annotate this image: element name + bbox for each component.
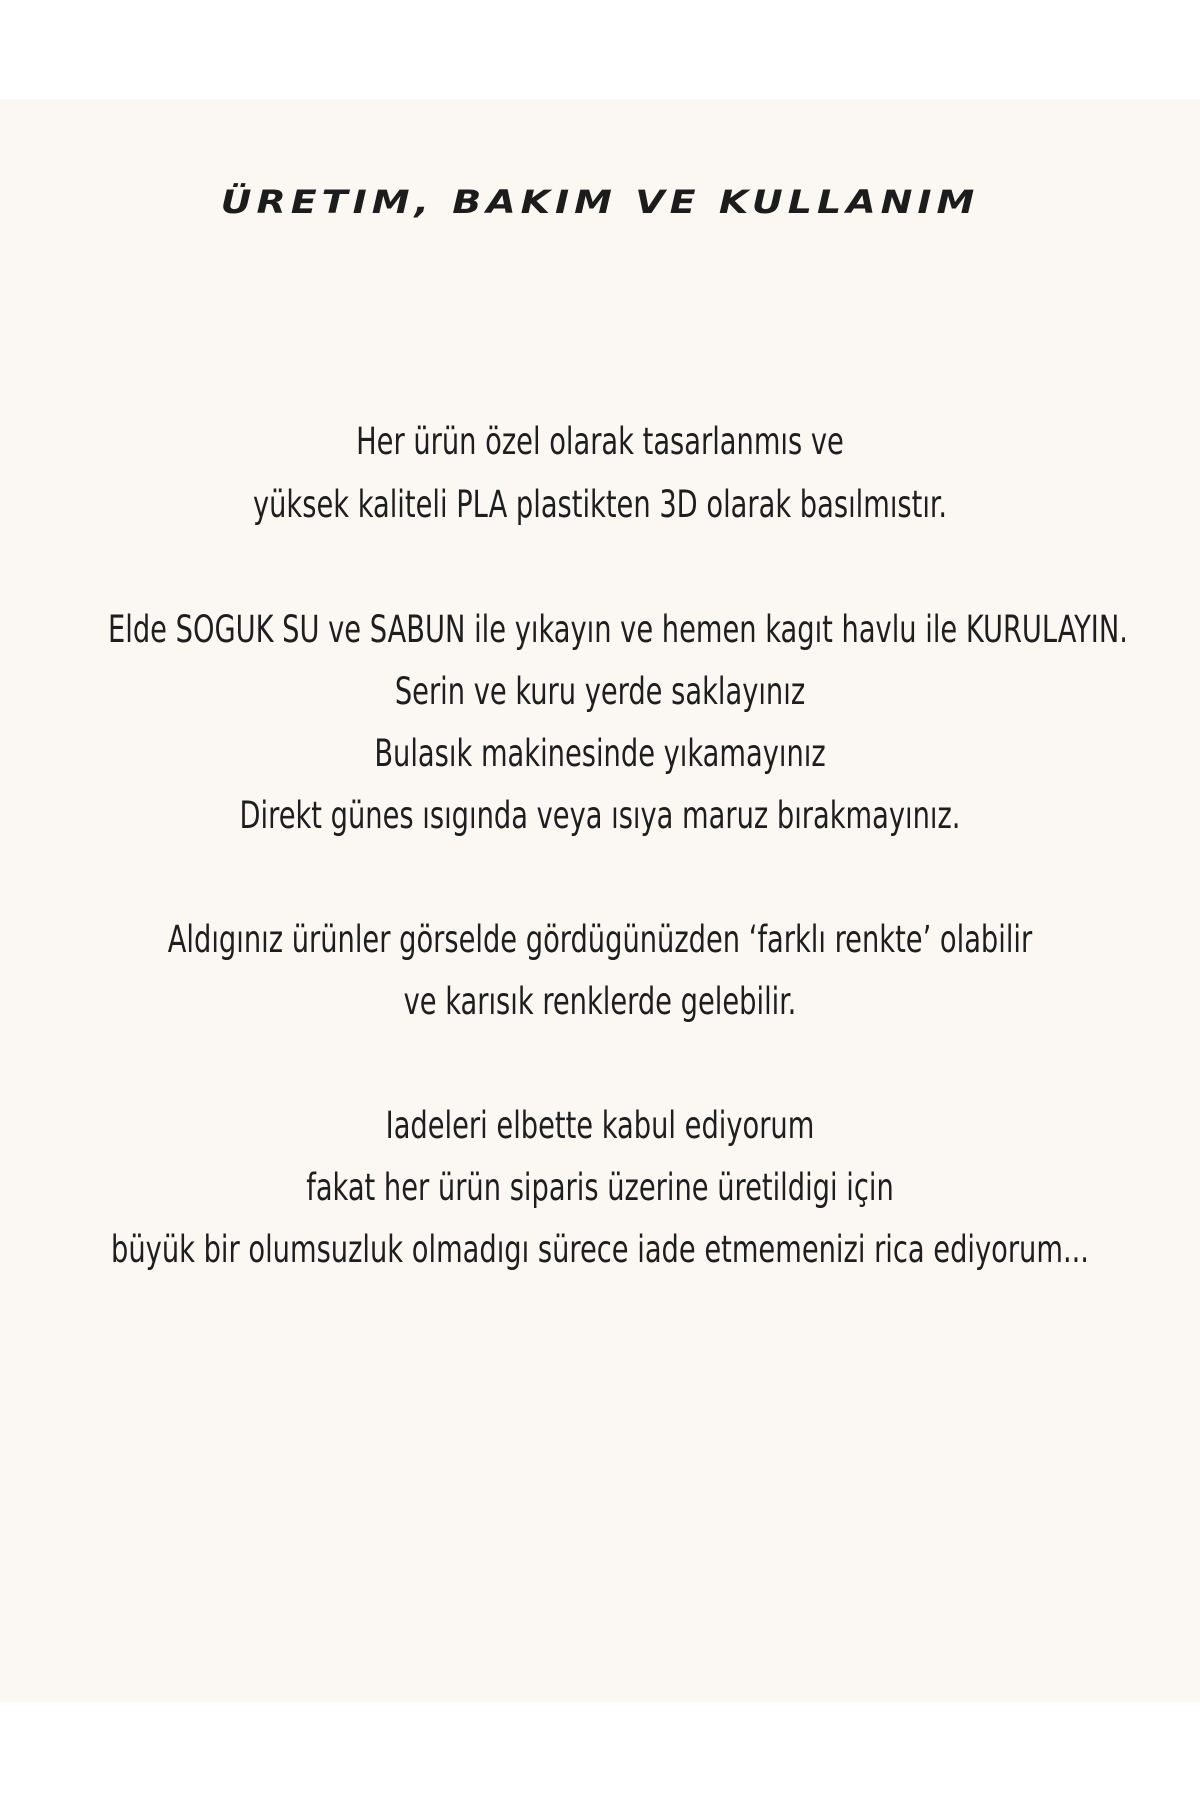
page-title: ÜRETIM, BAKIM VE KULLANIM (220, 183, 980, 221)
text-line: fakat her ürün siparis üzerine üretildigi için (306, 1166, 894, 1209)
text-line: Iadeleri elbette kabul ediyorum (385, 1104, 815, 1147)
text-line: Her ürün özel olarak tasarlanmıs ve (356, 420, 844, 463)
text-line: yüksek kaliteli PLA plastikten 3D olarak basılmıstır. (252, 483, 948, 526)
text-line: ve karısık renklerde gelebilir. (403, 980, 797, 1023)
content-panel (0, 99, 1200, 1702)
text-line: Serin ve kuru yerde saklayınız (394, 670, 806, 713)
text-line: Bulasık makinesinde yıkamayınız (374, 732, 826, 775)
text-line: Direkt günes ısıgında veya ısıya maruz bırakmayınız. (239, 794, 961, 837)
text-line: Aldıgınız ürünler görselde gördügünüzden ‘farklı renkte’ olabilir (167, 918, 1033, 961)
text-line: Elde SOGUK SU ve SABUN ile yıkayın ve hemen kagıt havlu ile KURULAYIN. (108, 608, 1128, 651)
text-line: büyük bir olumsuzluk olmadıgı sürece iade etmemenizi rica ediyorum... (111, 1228, 1089, 1271)
